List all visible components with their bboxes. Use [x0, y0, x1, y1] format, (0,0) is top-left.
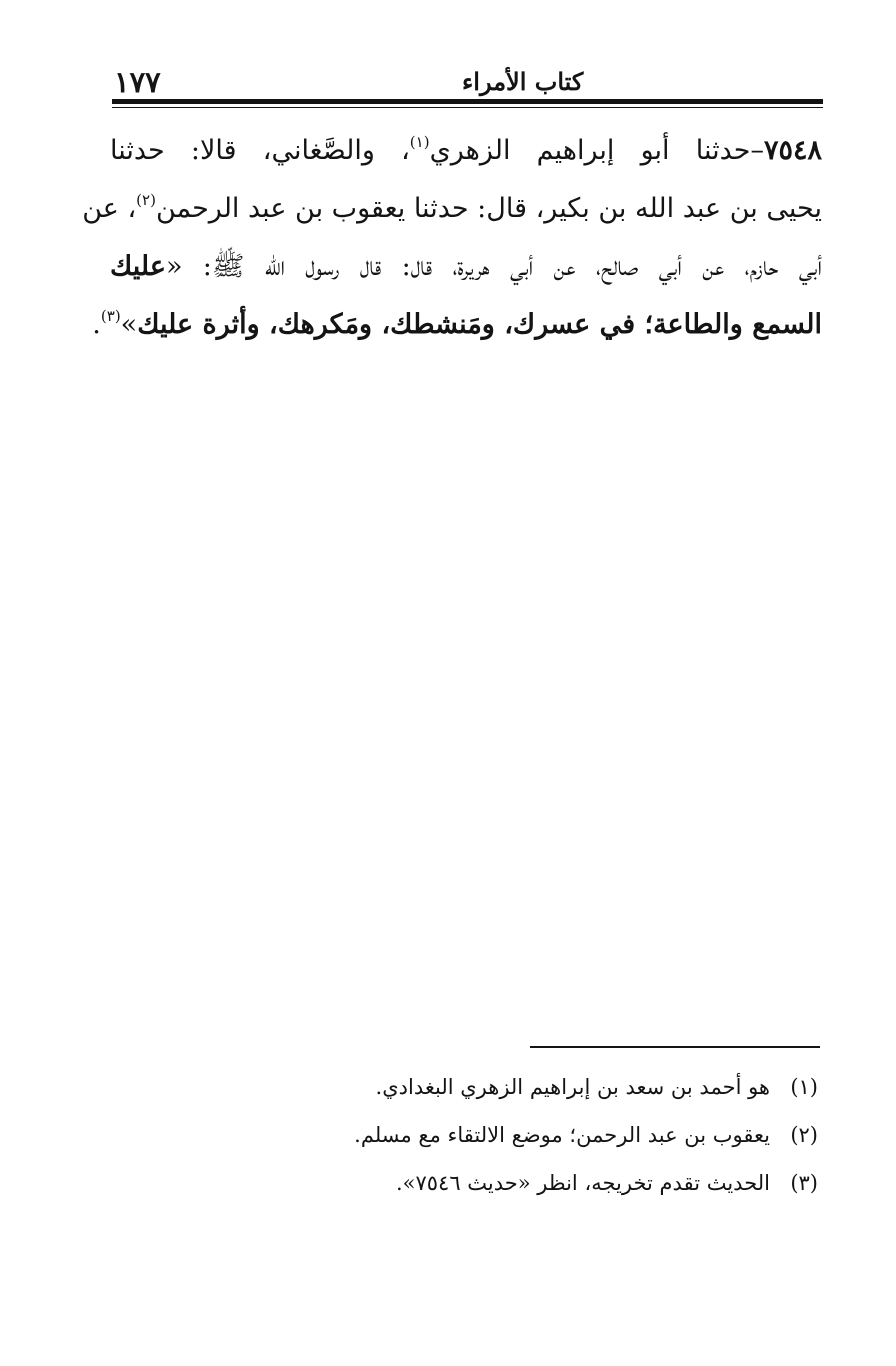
hadith-line-4-bold: السمع والطاعة؛ في عسرك، ومَنشطك، ومَكرهك، وأثرة عليك	[137, 309, 822, 340]
hadith-number: ٧٥٤٨	[763, 135, 822, 166]
hadith-line-1	[110, 122, 822, 180]
footnote-text-1: هو أحمد بن سعد بن إبراهيم الزهري البغدادي.	[375, 1075, 770, 1099]
hadith-line-3-text: أبي حازم، عن أبي صالح، عن أبي هريرة، قال: قال رسول الله ﷺ: «	[165, 251, 822, 282]
hadith-text	[82, 122, 822, 354]
hadith-line-3	[110, 238, 822, 296]
hadith-line-3-bold: عليك	[110, 251, 166, 282]
footnote-1	[300, 1063, 818, 1111]
running-title: كتاب الأمراء	[462, 67, 584, 96]
hadith-line-2-text: يحيى بن عبد الله بن بكير، قال: حدثنا يعقوب بن عبد الرحمن	[155, 193, 822, 224]
header-rule-thin	[112, 107, 823, 108]
footnote-marker-3: (٣)	[790, 1171, 818, 1195]
hadith-line-2	[82, 180, 822, 238]
footnote-ref-3[interactable]: (٣)	[100, 307, 121, 325]
header-rule-thick	[112, 99, 823, 104]
hadith-line-1-tail: ، والصَّغاني، قالا: حدثنا	[110, 135, 410, 166]
footnote-ref-1[interactable]: (١)	[409, 133, 430, 151]
hadith-line-4	[92, 296, 822, 354]
hadith-line-1-text: –حدثنا أبو إبراهيم الزهري	[429, 135, 764, 166]
footnote-ref-2[interactable]: (٢)	[136, 191, 156, 209]
footnote-marker-1: (١)	[790, 1075, 818, 1099]
footnote-marker-2: (٢)	[790, 1123, 818, 1147]
footnote-text-3: الحديث تقدم تخريجه، انظر «حديث ٧٥٤٦».	[395, 1171, 770, 1195]
footnote-3	[300, 1159, 818, 1207]
hadith-line-4-text: »	[120, 309, 138, 340]
footnote-2	[300, 1111, 818, 1159]
hadith-line-4-tail: .	[92, 309, 101, 340]
footnotes	[300, 1063, 818, 1207]
hadith-line-2-tail: ، عن	[82, 193, 137, 224]
footnote-separator	[530, 1046, 820, 1048]
page-header	[112, 64, 822, 100]
footnote-text-2: يعقوب بن عبد الرحمن؛ موضع الالتقاء مع مسلم.	[354, 1123, 770, 1147]
page-number: ١٧٧	[114, 65, 161, 99]
